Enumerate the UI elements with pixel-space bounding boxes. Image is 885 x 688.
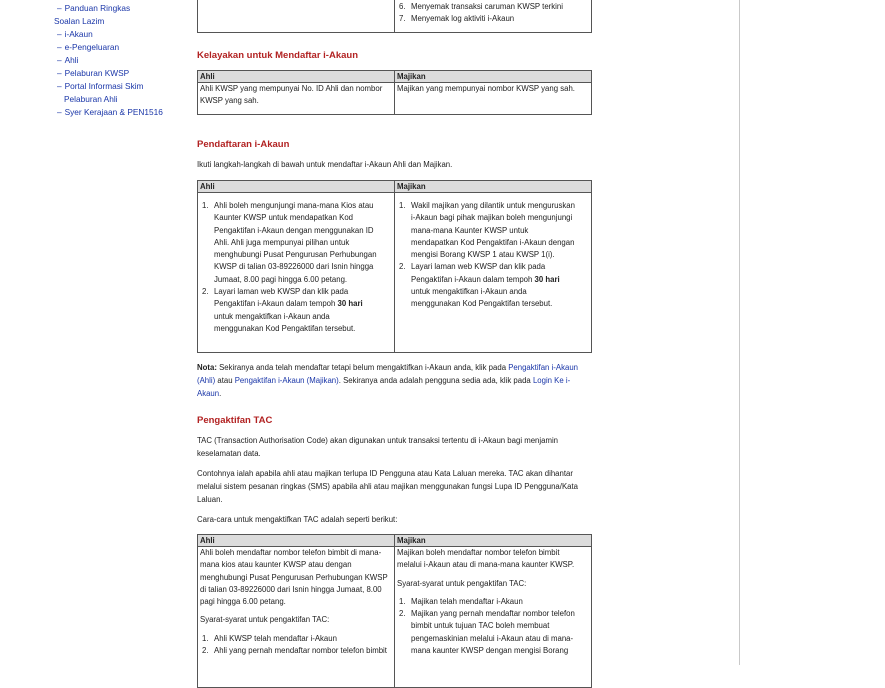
nav-item-soalan-lazim[interactable] bbox=[54, 16, 104, 26]
nav-label: Soalan Lazim bbox=[54, 16, 105, 26]
bullet-dash-icon: – bbox=[57, 3, 62, 13]
page-divider bbox=[739, 0, 740, 665]
table-cell bbox=[198, 193, 395, 353]
list-item: 6. Menyemak transaksi caruman KWSP terkini bbox=[399, 2, 563, 11]
nav-item-portal-informasi-skim[interactable] bbox=[57, 81, 143, 91]
link-pengaktifan-ahli[interactable]: Pengaktifan i-Akaun (Ahli) bbox=[197, 363, 578, 385]
section-title-tac: Pengaktifan TAC bbox=[197, 415, 273, 426]
bullet-dash-icon: – bbox=[57, 68, 62, 78]
table-cell bbox=[198, 0, 395, 33]
table-cell: Ahli KWSP yang mempunyai No. ID Ahli dan nombor KWSP yang sah. bbox=[198, 83, 395, 115]
list-item: 1. Wakil majikan yang dilantik untuk menguruskan i-Akaun bagi pihak majikan boleh mengunjungi mana-mana Kaunter KWSP untuk mendapatkan Kod Pengaktifan i-Akaun dengan mengisi Borang KWSP 1 atau KWSP 1(i). bbox=[399, 201, 575, 260]
table-cell bbox=[198, 547, 395, 688]
list-item: 1. Majikan telah mendaftar i-Akaun bbox=[399, 596, 523, 606]
nav-label: Panduan Ringkas bbox=[64, 3, 131, 13]
link-pengaktifan-majikan[interactable]: Pengaktifan i-Akaun (Majikan) bbox=[234, 376, 339, 385]
tac-paragraph-2: Contohnya ialah apabila ahli atau majikan terlupa ID Pengguna atau Kata Laluan mereka. TAC akan dihantar melalui sistem pesanan ringkas (SMS) apabila ahli atau majikan menggunakan fungsi Lupa ID Pengguna/Kata Laluan. bbox=[197, 469, 578, 504]
list-item: 7. Menyemak log aktiviti i-Akaun bbox=[399, 14, 515, 24]
nav-item-pelaburan-kwsp[interactable] bbox=[57, 68, 129, 78]
cell-text: Majikan boleh mendaftar nombor telefon bimbit melalui i-Akaun atau di mana-mana kaunter KWSP. bbox=[397, 548, 575, 570]
nav-item-i-akaun[interactable] bbox=[57, 29, 93, 39]
column-header-majikan: Majikan bbox=[395, 71, 592, 83]
bullet-dash-icon: – bbox=[57, 29, 62, 39]
tac-paragraph-3: Cara-cara untuk mengaktifkan TAC adalah seperti berikut: bbox=[197, 515, 398, 524]
cell-subheading: Syarat-syarat untuk pengaktifan TAC: bbox=[397, 578, 527, 588]
bullet-dash-icon: – bbox=[57, 81, 62, 91]
column-header-majikan: Majikan bbox=[395, 181, 592, 193]
link-login-i-akaun[interactable]: Login Ke i-Akaun bbox=[197, 376, 571, 398]
nav-item-e-pengeluaran[interactable] bbox=[57, 42, 119, 52]
list-item: 1. Ahli boleh mengunjungi mana-mana Kios atau Kaunter KWSP untuk mendapatkan Kod Pengaktifan i-Akaun dengan menggunakan ID Ahli. Ahli juga mempunyai pilihan untuk menghubungi Pusat Pengurusan Perhubungan KWSP di talian 03-89226000 dari Isnin hingga Jumaat, 8.00 pagi hingga 6.00 petang. bbox=[202, 201, 377, 284]
cell-text: Ahli boleh mendaftar nombor telefon bimbit di mana-mana kios atau kaunter KWSP atau dengan menghubungi Pusat Pengurusan Perhubungan KWSP di talian 03-89226000 dari Isnin hingga Jumaat, 8.00 pagi hingga 6.00 petang. bbox=[200, 548, 388, 607]
nav-label: e-Pengeluaran bbox=[64, 42, 120, 52]
nav-label: i-Akaun bbox=[64, 29, 93, 39]
list-item: 2. Layari laman web KWSP dan klik pada Pengaktifan i-Akaun dalam tempoh 30 hari untuk mengaktifkan i-Akaun anda menggunakan Kod Pengaktifan tersebut. bbox=[399, 262, 560, 309]
nav-label: Portal Informasi Skim bbox=[64, 81, 144, 91]
nav-item-ahli[interactable] bbox=[57, 55, 78, 65]
section-title-pendaftaran: Pendaftaran i-Akaun bbox=[197, 139, 290, 150]
cell-subheading: Syarat-syarat untuk pengaktifan TAC: bbox=[200, 615, 330, 625]
pendaftaran-intro: Ikuti langkah-langkah di bawah untuk mendaftar i-Akaun Ahli dan Majikan. bbox=[197, 160, 453, 169]
nav-item-syer-kerajaan[interactable] bbox=[57, 107, 163, 117]
features-table-tail bbox=[197, 0, 592, 33]
pendaftaran-note: Nota: Sekiranya anda telah mendaftar tetapi belum mengaktifkan i-Akaun anda, klik pada Pengaktifan i-Akaun (Ahli) atau Pengaktifan i-Akaun (Majikan). Sekiranya anda adalah pengguna sedia ada, klik pada Login Ke i-Akaun. bbox=[197, 363, 578, 398]
nav-label: Pelaburan Ahli bbox=[64, 94, 118, 104]
column-header-ahli: Ahli bbox=[198, 71, 395, 83]
table-cell bbox=[395, 0, 592, 33]
pendaftaran-table bbox=[197, 180, 592, 353]
nav-label: Ahli bbox=[64, 55, 79, 65]
column-header-majikan: Majikan bbox=[395, 535, 592, 547]
nav-label: Syer Kerajaan & PEN1516 bbox=[64, 107, 163, 117]
list-item: 1. Ahli KWSP telah mendaftar i-Akaun bbox=[202, 633, 337, 643]
table-cell: Majikan yang mempunyai nombor KWSP yang sah. bbox=[395, 83, 592, 115]
nav-item-panduan-ringkas[interactable] bbox=[57, 3, 130, 13]
list-item: 2. Ahli yang pernah mendaftar nombor telefon bimbit bbox=[202, 646, 387, 656]
column-header-ahli: Ahli bbox=[198, 181, 395, 193]
list-item: 2. Layari laman web KWSP dan klik pada Pengaktifan i-Akaun dalam tempoh 30 hari untuk mengaktifkan i-Akaun anda menggunakan Kod Pengaktifan tersebut. bbox=[202, 287, 363, 333]
table-cell bbox=[395, 547, 592, 688]
nav-label: Pelaburan KWSP bbox=[64, 68, 130, 78]
bullet-dash-icon: – bbox=[57, 55, 62, 65]
column-header-ahli: Ahli bbox=[198, 535, 395, 547]
nav-item-pelaburan-ahli[interactable] bbox=[64, 94, 118, 104]
left-nav bbox=[0, 0, 190, 665]
section-title-kelayakan: Kelayakan untuk Mendaftar i-Akaun bbox=[197, 50, 359, 61]
table-cell bbox=[395, 193, 592, 353]
note-label: Nota: bbox=[197, 363, 217, 372]
tac-paragraph-1: TAC (Transaction Authorisation Code) akan digunakan untuk transaksi tertentu di i-Akaun bagi menjamin keselamatan data. bbox=[197, 436, 559, 458]
kelayakan-table bbox=[197, 70, 592, 115]
bullet-dash-icon: – bbox=[57, 107, 62, 117]
list-item: 2. Majikan yang pernah mendaftar nombor telefon bimbit untuk tujuan TAC boleh membuat pengemaskinian melalui i-Akaun atau di mana-mana kaunter KWSP dengan mengisi Borang bbox=[399, 609, 575, 656]
bullet-dash-icon: – bbox=[57, 42, 62, 52]
